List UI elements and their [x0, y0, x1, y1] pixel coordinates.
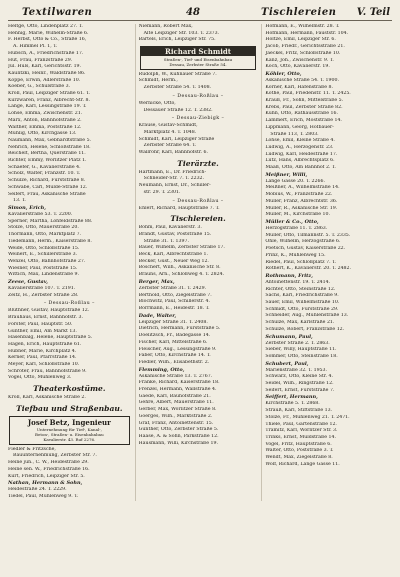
listing-entry: Wolf, Richard, Lange Gasse 11. [265, 461, 340, 467]
listing-entry: Goerges, Wilh., Marktstraße 2. [138, 413, 213, 419]
listing-group [265, 280, 392, 334]
listing-entry: Kurzwaren, Franz, Albrecht-Str. 8. [8, 97, 90, 103]
listing-entry: Kavalierstraße 53. T. 2200. [8, 211, 73, 217]
advertisement-box [9, 416, 130, 445]
listing-entry: Straße 113, T. 2803. [270, 131, 319, 137]
listing-group [265, 179, 392, 219]
listing-entry: Beck, Karl, Albrechtstraße 1. [138, 252, 208, 258]
listing-entry: Koppe, Erwin, Adlerstraße 10. [8, 77, 81, 83]
listing-entry: Zerbster Straße 2. T. 2863. [265, 340, 330, 346]
listing-entry: Fiedler, Wilh., Elisabethstr. 2. [138, 359, 210, 365]
listing-entry: Hartmann, E., Dr. Friedrich- [138, 169, 207, 175]
listing-entry: Tiedemann, Herm., Kaiserstraße 8. [8, 238, 92, 244]
listing-group [139, 374, 258, 448]
listing-entry: Leipziger Straße 31. T. 2408. [138, 319, 208, 325]
listing-entry: Wendt, Max, Ziegelstraße 8. [265, 455, 333, 461]
listing-entry: Blüthner, Gustav, Hauptstraße 12. [8, 308, 90, 314]
listing-group [265, 368, 392, 395]
listing-entry: Kavalierstraße 107. T. 2191. [8, 286, 76, 292]
listing-entry: Hüt, Frau, Franzstraße 29. [8, 57, 73, 63]
listing-entry: Weinert, E., Schillerstraße 3. [8, 252, 78, 258]
header-part-label: V. Teil [356, 7, 390, 18]
header-left-title: Textilwaren [22, 7, 93, 18]
ad-line: Straßen-, Tief- und Eisenbahnbau [163, 57, 233, 63]
listing-entry: Hofmann, Hermann, Fauststr. 104. [265, 30, 349, 36]
listing-entry: Naumann, Max, Gebhardtstraße 5. [8, 137, 92, 143]
listing-group [139, 170, 258, 197]
listing-entry: Schwarz, Otto, Kleine Str. 4. [265, 374, 333, 380]
listing-entry: Lange, Karl, Lessingstraße 19. T. [8, 104, 87, 110]
listing-entry: Fischer, Karl, Mittelstraße 6. [138, 339, 208, 345]
listing-entry: Seifert, Ernst, Fürststraße 7. [265, 387, 335, 393]
listing-entry: Günther, Emil, Am Markt 13. [8, 328, 77, 334]
listing-group [8, 24, 131, 205]
listing-entry: Bauunternehmung, Zerbster Str. 7. [13, 453, 97, 459]
listing-entry: Bartels, Erich, Leipziger Str. 75. [138, 37, 216, 43]
listing-entry: Graf, Franz, Antoinettenstr. 15. [138, 420, 214, 426]
listing-entry: Ohle, Wilhelm, Herzogstraße 6. [265, 239, 341, 245]
page-number: 48 [186, 7, 200, 18]
listing-entry: Körner, Karl, Hafenstraße 8. [265, 84, 333, 90]
listing-entry: Scholz, Walter, Franzstr. 10. T. [8, 171, 81, 177]
listing-entry: Gaede, Karl, Bauhofstraße 21. [138, 393, 211, 399]
listing-entry: Seifert, Frau, Askanische Straße [8, 191, 86, 197]
listing-entry: A. Himmel Pl. 1, T. [13, 44, 58, 50]
listing-entry: Zerbster Straße 31. T. 2429. [138, 285, 207, 291]
entry-name: Meißner, Willi, [265, 171, 308, 178]
listing-entry: Hübner, Marie, Kirchplatz 4. [8, 348, 77, 354]
subsection-separator: – Dessau-Ziebigk – [171, 116, 225, 122]
listing-entry: Berthold, Otto, Ziegelstraße 7. [138, 292, 212, 298]
listing-entry: Zeitz, H., Zerbster Straße 28. [8, 292, 79, 298]
listing-group [139, 24, 258, 44]
listing-entry: Heine jun., C. W., Heidestraße 29. [8, 460, 89, 466]
column-3 [261, 24, 392, 501]
listing-entry: Gehre, Albert, Mauerstraße 11. [138, 400, 214, 406]
listing-entry: Schneider-Str. 7. T. 2232. [143, 176, 205, 182]
entry-name: Müller & Co., Otto, [265, 218, 319, 225]
ad-line: Unternehmung für Tief-, Kanal-, [36, 426, 102, 432]
listing-entry: Boschert, Wilh., Askanische Str. 8. [138, 265, 221, 271]
listing-entry: Hasenbalg, Helene, Hauptstraße 5. [8, 335, 93, 341]
column-2 [135, 24, 258, 501]
listing-group [265, 401, 392, 468]
listing-entry: Sommer, Otto, Steinstraße 18. [265, 353, 338, 359]
listing-group [8, 487, 131, 500]
listing-entry: Sperner, Martha, Lohfeldstraße 88. [8, 218, 93, 224]
listing-entry: Brandt, Gustav, Poststraße 15. [138, 231, 212, 237]
listing-entry: Hausmann, Willi, Kirchstraße 19. [138, 440, 219, 446]
entry-name: Schumann, Paul, [265, 333, 313, 340]
listing-entry: Brauns, Arn., Schloßweg 4. T. 2824. [138, 272, 225, 278]
listing-entry: Walter, Otto, Poststraße 3. T. [265, 448, 334, 454]
listing-entry: Sieber, Willy, Hauptstraße 11. [265, 347, 337, 353]
listing-entry: Schneider, Aug., Mühlenstraße 13. [265, 313, 349, 319]
listing-entry: Vogel, Fritz, Hauptstraße 6. [265, 441, 332, 447]
listing-entry: Jul. Hüls, Karl, Gerichtsstr. 19. [8, 64, 82, 70]
listing-entry: Lange Gasse 20. T. 2266. [265, 178, 325, 184]
listing-entry: Walther, Emma, Poststraße 12. [8, 124, 82, 130]
listing-entry: Meißner, A., Wilhelmstraße 14. [265, 185, 340, 191]
listing-entry: Kerner, Paul, Pfarrstraße 14. [8, 355, 77, 361]
listing-group [8, 447, 131, 481]
listing-entry: Brauhaus, Ernst, Bahnhofstr. 3. [8, 315, 83, 321]
listing-entry: Jacob, Friedr., Gerichtsstraße 21. [265, 44, 345, 50]
listing-group [139, 206, 258, 213]
ad-title: Richard Schmidt [141, 47, 256, 56]
listing-entry: Zerbster Straße 64. T. [143, 143, 197, 149]
listing-entry: 13. T. [13, 198, 26, 204]
listing-entry: Müller, M., Kirchstraße 10. [265, 212, 331, 218]
listing-entry: Askanische Straße 54. T. 1900. [265, 77, 339, 83]
listing-entry: Herzogstraße 11. T. 2863. [265, 225, 328, 231]
listing-entry: Förster, Paul, Hauptstr. 50. [8, 321, 73, 327]
listing-entry: Heidestraße 24. T. 2229. [8, 487, 67, 493]
listing-entry: Faber, Otto, Kirchstraße 14. T. [138, 353, 211, 359]
listing-entry: Fiedler & Fritzsche, [8, 446, 56, 452]
section-heading-tischlereien: Tischlereien. [170, 214, 226, 224]
listing-entry: Koch, Otto, Kavalierstr. 19. [265, 64, 330, 70]
listing-entry: Niemann, Robert Max, [138, 24, 193, 29]
listing-entry: Neumann, Ernst, Dr., Schiller- [138, 183, 211, 189]
listing-entry: Trinks, Ernst, Muldstraße 14. [265, 434, 336, 440]
listing-group [265, 341, 392, 361]
listing-entry: Frenzel, Hermann, Wallstraße 4. [138, 387, 217, 393]
section-heading-theaterkostueme: Theaterkostüme. [33, 384, 106, 394]
listing-entry: Krebs, Paul, Zerbster Straße 82. [265, 104, 343, 110]
listing-entry: Kirchstraße 5. T. 2868. [265, 401, 320, 407]
listing-entry: Schmidt, Otto, Fürststraße 29. [265, 306, 339, 312]
listing-entry: Heine sen. W., Friedrichstraße 16. [8, 466, 90, 472]
entry-name: Berger, Max, [138, 278, 175, 285]
listing-entry: Kanz, Joh., Zwischenstr. 9. T. [265, 57, 334, 63]
section-heading-tieraerzte: Tierärzte. [177, 158, 219, 168]
listing-entry: Kroll, Karl, Askanische Straße 2. [8, 395, 86, 401]
listing-entry: Kuhn, Otto, Rathausstraße 16. [265, 111, 338, 117]
listing-entry: Dessauer Straße 12. T. 2382. [143, 107, 213, 113]
listing-entry: Hennig, Marie, Wilhelm-Straße 6. [8, 30, 89, 36]
listing-entry: Alte Leipziger Str. 103. T. 2373. [143, 30, 220, 36]
listing-entry: Stolze, Otto, Mauerstraße 20. [8, 225, 79, 231]
listing-group [139, 72, 258, 92]
ad-line: Dessau, Zerbster Straße 54. [169, 62, 227, 68]
listing-entry: Wiesner, Paul, Poststraße 15. [8, 265, 78, 271]
listing-entry: Haase, A. & Sohn, Parkstraße 12. [138, 433, 219, 439]
entry-name: Zeese, Gustav, [8, 279, 48, 286]
listing-entry: Wernicke, Otto, [138, 100, 176, 106]
ad-line: Kavalierstr. 43. Ruf 2276. [43, 437, 96, 443]
listing-group [139, 101, 258, 114]
listing-entry: Franke, Richard, Kaiserstraße 18. [138, 380, 220, 386]
listing-entry: Zerbster Straße 54. T. 1408. [143, 85, 212, 91]
listing-entry: Holtze, Emil, Leipziger Str. 6. [265, 37, 336, 43]
listing-entry: Müller, Otto, Tilmannstr. 5. T. 2335. [265, 232, 351, 238]
listing-entry: Schulze, Max, Karlstraße 21. [265, 320, 335, 326]
listing-entry: Krauß, Fr., Sohn, Mittelstraße 5. [265, 98, 344, 104]
listing-entry: Vogel, Otto, Mühlenweg 3. [8, 375, 72, 381]
ad-line: Beton-, Straßen- u. Eisenbahnbau [35, 432, 104, 438]
listing-entry: Richter, Otto, Steinstraße 12. [265, 286, 336, 292]
listing-entry: Thormann, Otto, Marktplatz 7. [8, 232, 82, 238]
entry-name: Nathan, Hermann & Sohn, [8, 480, 83, 487]
entry-name: Flemming, Otto, [138, 366, 185, 373]
entry-name: Rothmann, Fritz, [265, 272, 313, 279]
listing-entry: Böhm, Paul, Kavalierstr. 3. [138, 225, 202, 231]
listing-entry: F. Herbst, Otto & Co., Straße 16, [8, 37, 87, 43]
column-1 [8, 24, 131, 501]
subsection-separator: – Dessau-Roßlau – [43, 301, 95, 307]
listing-entry: Reichelt, Bertha, Querstraße 11. [8, 151, 86, 157]
listing-group [139, 320, 258, 367]
listing-entry: Krause, Gustav-Schmidt, [138, 123, 198, 129]
listing-entry: Schulze, Richard, Fürststraße 8. [8, 178, 86, 184]
listing-entry: Wittich, Max, Lindenstraße 9. [8, 272, 79, 278]
entry-name: Dade, Walter, [138, 312, 177, 319]
entry-name: Köhler, Otto, [265, 70, 302, 77]
listing-entry: Kroll, Paul, Leipziger Straße 61. T. [8, 91, 91, 97]
listing-entry: Lippmann, Georg, Hofbauer- [265, 124, 334, 130]
advertisement-box [140, 46, 257, 70]
listing-entry: Sachs, Karl, Friedrichstraße 9. [265, 293, 339, 299]
listing-entry: Weide, Otto, Schloßstraße 15. [8, 245, 80, 251]
entry-name: Simon, Erich, [8, 204, 47, 211]
listing-group [265, 226, 392, 273]
listing-entry: Möbius, W., Franzstraße 22. [265, 192, 333, 198]
listing-entry: Heltge, Otto, Lindenplatz 27. T. [8, 24, 83, 29]
listing-entry: Prinz, K., Mühlenweg 15. [265, 252, 326, 258]
listing-entry: Meyer, Karl, Schloßstraße 10. [8, 362, 80, 368]
listing-entry: Marienstraße 32. T. 1953. [265, 367, 328, 373]
listing-entry: Gerber, Max, Wörlitzer Straße 8. [138, 407, 217, 413]
listing-entry: Stolze, Fr., Mühlenweg 21. T. 2471. [265, 414, 350, 420]
listing-entry: Rudolph, W., Kühnauer Straße 7. [138, 71, 217, 77]
subsection-separator: – Dessau-Roßlau – [172, 198, 224, 204]
listing-entry: Günther, Otto, Zerbster Straße 5. [138, 427, 219, 433]
listing-entry: Schmidt, Karl, Leipziger Straße [138, 136, 215, 142]
listing-entry: Kaulitzki, Heinr., Waldstraße 86. [8, 70, 86, 76]
listing-entry: Sauer, Emil, Wilhelmstraße 10. [265, 300, 340, 306]
listing-entry: Müller, R., Askanische Str. 19. [265, 205, 338, 211]
listing-entry: Hübsch, A., Friedrichstraße 17. [8, 50, 84, 56]
listing-entry: Strauß, Karl, Stiftstraße 13. [265, 408, 333, 414]
listing-entry: Lohse, Emil, Kleine Straße 4. [265, 138, 335, 144]
listing-group [265, 78, 392, 172]
listing-entry: Fleischer, Aug., Lessingstraße 9. [138, 346, 217, 352]
section-heading-tiefbau: Tiefbau und Straßenbau. [16, 403, 123, 413]
listing-entry: Seidel, Wilh., Ringstraße 12. [265, 381, 334, 387]
header-middle-title: Tischlereien [261, 7, 337, 18]
listing-entry: Becker, Gust., Neuer Weg 12. [138, 258, 209, 264]
listing-entry: Schwabe, Carl, Mulde-Straße 12. [8, 184, 88, 190]
listing-entry: Ehlert, Richard, Hauptstraße 7. T. [138, 205, 220, 211]
listing-entry: Straße 31. T. 1397. [143, 238, 189, 244]
listing-entry: Schmidt, Herm., [138, 78, 178, 84]
directory-columns [8, 24, 392, 501]
listing-entry: Tramitz, Karl, Wörlitzer Str. 3. [265, 428, 338, 434]
listing-entry: Jaeckel, Fritz, Schloßstraße 10. [265, 50, 341, 56]
page-header [8, 6, 392, 21]
listing-entry: Hofmann, E., Wilhelmstr. 28. T. [265, 24, 340, 29]
listing-entry: Wallrohr, Karl, Bahnhofstr. 6. [138, 150, 208, 156]
listing-entry: Kothe, Paul, Friedenstr. 11. T. 2425. [265, 91, 351, 97]
subsection-separator: – Dessau-Roßlau – [172, 93, 224, 99]
listing-entry: Mühlig, Otto, Kirchgasse 13. [8, 131, 77, 137]
listing-entry: Kurt, Friedrich, Leipziger Str. 5. [8, 473, 85, 479]
listing-group [139, 123, 258, 157]
listing-group [8, 308, 131, 382]
listing-entry: Thiele, Paul, Gartenstraße 12. [265, 421, 337, 427]
listing-entry: Maaß, Otto, Am Bahnhof 2. T. [265, 165, 336, 171]
listing-entry: Lutz, Hans, Albrechtsplatz 6. [265, 158, 335, 164]
entry-name: Schubert, Paul, [265, 360, 309, 367]
listing-entry: Lammert, Erich, Moststraße 14. [265, 118, 342, 124]
ad-title: Josef Betz, Ingenieur [27, 417, 111, 427]
listing-entry: Borrmann, E., Heidestr. 18. T. [138, 305, 210, 311]
listing-entry: Ludwig, A., Herzogenstr. 23. [265, 144, 334, 150]
listing-group [139, 286, 258, 313]
listing-entry: Askanische Straße 13. T. 2767. [138, 373, 213, 379]
listing-group [8, 212, 131, 279]
entry-name: Seiffert, Hermann, [265, 394, 318, 401]
listing-entry: Richter, Emmy, Wörlitzer Platz 1. [8, 158, 87, 164]
listing-entry: Lohse, Emma, Zwischenstr. 21. [8, 111, 83, 117]
listing-entry: str. 29. T. 2301. [143, 189, 181, 195]
listing-entry: Blochwitz, Paul, Schillerstr. 4. [138, 299, 210, 305]
listing-entry: Schulze, Robert, Franzstraße 12. [265, 326, 345, 332]
listing-entry: Marktplatz 4. T. 1048. [143, 129, 197, 135]
listing-entry: Ludwig, Karl, Heidestraße 17. [265, 151, 338, 157]
listing-group [8, 286, 131, 299]
listing-entry: Tiedel, Paul, Mühlenweg 9. T. [8, 493, 79, 499]
listing-entry: Koeber, G., Schulstraße 3. [8, 84, 71, 90]
listing-group [265, 24, 392, 71]
listing-entry: Marx, Anton, Bahnhofstraße 2. [8, 117, 82, 123]
listing-entry: Bauer, Wilhelm, Zerbster Straße 17. [138, 245, 225, 251]
listing-entry: Poetsch, Gustav, Kaiserstraße 22. [265, 246, 346, 252]
listing-entry: Nehrich, Helene, Schloßstraße 18. [8, 144, 91, 150]
listing-entry: Hagen, Erich, Hauptstraße 61. [8, 341, 82, 347]
listing-entry: Rothert, K., Kavalierstr. 20. T. 2482. [265, 266, 352, 272]
listing-entry: Müller, Franz, Albrechtstr. 36. [265, 198, 338, 204]
listing-group [8, 395, 131, 402]
listing-entry: Dietrich, Hermann, Fürststraße 5. [138, 326, 221, 332]
listing-entry: Antoinettenstr. 19. T. 2414. [265, 279, 331, 285]
listing-entry: Schröter, Frau, Bahnhofstraße 9. [8, 368, 87, 374]
listing-entry: Schaefer, G., Kavalierstraße 4. [8, 164, 81, 170]
listing-entry: Wenzel, Otto, Bahnhofstraße 27. [8, 258, 86, 264]
listing-entry: Riedel, Paul, Schloßplatz 7. T. [265, 259, 337, 265]
listing-entry: Doelitzsch, Fr., Badegasse 14. [138, 333, 211, 339]
listing-group [139, 225, 258, 279]
